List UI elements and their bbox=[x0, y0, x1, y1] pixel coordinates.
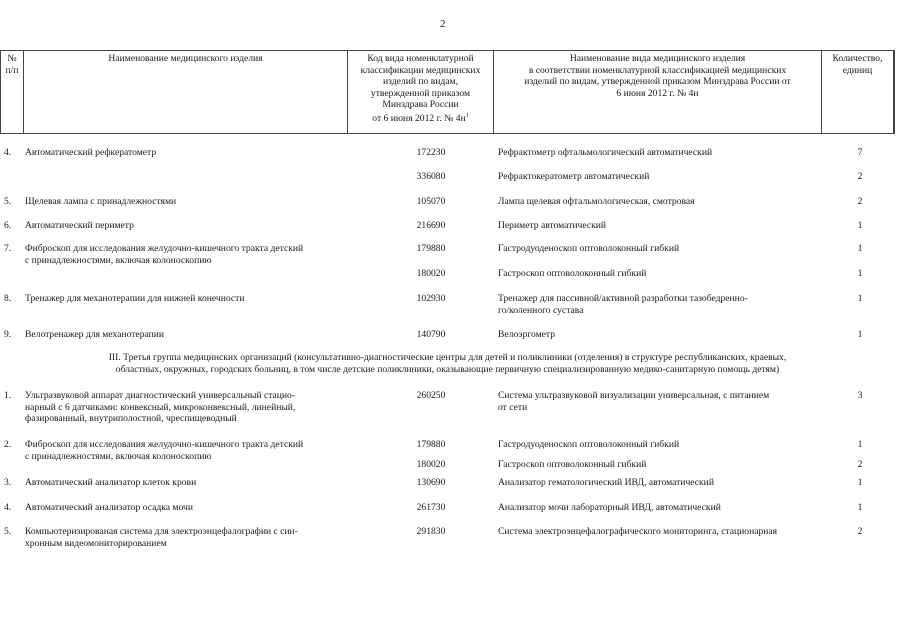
row-qty: 3 bbox=[857, 390, 863, 401]
row-code: 180020 bbox=[416, 268, 446, 279]
row-kind: Рефрактометр офтальмологический автоматический bbox=[498, 147, 713, 158]
row-qty: 1 bbox=[857, 439, 863, 450]
row-num: 2. bbox=[4, 439, 12, 450]
row-kind: Гастроскоп оптоволоконный гибкий bbox=[498, 268, 647, 279]
row-kind: Рефрактокератометр автоматический bbox=[498, 171, 650, 182]
row-code: 130690 bbox=[416, 477, 446, 488]
row-kind: Анализатор гематологический ИВД, автоматический bbox=[498, 477, 714, 488]
row-code: 179880 bbox=[416, 243, 446, 254]
row-qty: 1 bbox=[857, 477, 863, 488]
row-kind: Гастродуоденоскоп оптоволоконный гибкий bbox=[498, 243, 680, 254]
row-name: Автоматический анализатор клеток крови bbox=[25, 477, 197, 488]
row-code: 180020 bbox=[416, 459, 446, 470]
row-code: 291830 bbox=[416, 526, 446, 537]
row-kind: Тренажер для пассивной/активной разработки тазобедренно- го/коленного сустава bbox=[498, 293, 748, 316]
row-kind: Гастродуоденоскоп оптоволоконный гибкий bbox=[498, 439, 680, 450]
row-kind: Гастроскоп оптоволоконный гибкий bbox=[498, 459, 647, 470]
row-code: 172230 bbox=[416, 147, 446, 158]
row-qty: 1 bbox=[857, 243, 863, 254]
section-title: III. Третья группа медицинских организаций (консультативно-диагностические центры для детей и поликлиники (отделения) в структуре республиканских, краевых, областных, окружных, городских больниц, в том числе детские поликлиники, оказывающие первичную специализированную медико-санитарную помощь детям) bbox=[108, 352, 787, 375]
row-num: 5. bbox=[4, 526, 12, 537]
row-name: Тренажер для механотерапии для нижней конечности bbox=[25, 293, 245, 304]
row-qty: 2 bbox=[857, 196, 863, 207]
row-num: 4. bbox=[4, 502, 12, 513]
row-code: 260250 bbox=[416, 390, 446, 401]
row-code: 102930 bbox=[416, 293, 446, 304]
row-num: 4. bbox=[4, 147, 12, 158]
header-code-text: Код вида номенклатурной классификации медицинских изделий по видам, утвержденной приказом Минздрава России от 6 июня 2012 г. № 4н bbox=[360, 53, 481, 124]
row-code: 336080 bbox=[416, 171, 446, 182]
row-qty: 1 bbox=[857, 293, 863, 304]
row-name: Автоматический анализатор осадка мочи bbox=[25, 502, 193, 513]
row-qty: 1 bbox=[857, 329, 863, 340]
row-num: 9. bbox=[4, 329, 12, 340]
row-name: Автоматический периметр bbox=[25, 220, 134, 231]
header-code-sup: 1 bbox=[465, 112, 469, 119]
row-name: Автоматический рефкератометр bbox=[25, 147, 157, 158]
row-qty: 1 bbox=[857, 268, 863, 279]
table-header bbox=[0, 50, 895, 134]
header-kind: Наименование вида медицинского изделия в соответствии номенклатурной классификацией медицинских изделий по видам, утвержденной приказом Минздрава России от 6 июня 2012 г. № 4н bbox=[494, 51, 822, 133]
header-num: № п/п bbox=[0, 51, 24, 133]
header-name: Наименование медицинского изделия bbox=[24, 51, 348, 133]
row-qty: 2 bbox=[857, 459, 863, 470]
row-num: 6. bbox=[4, 220, 12, 231]
row-num: 8. bbox=[4, 293, 12, 304]
row-name: Велотренажер для механотерапии bbox=[25, 329, 165, 340]
row-num: 5. bbox=[4, 196, 12, 207]
row-name: Щелевая лампа с принадлежностями bbox=[25, 196, 177, 207]
row-kind: Система электроэнцефалографического мониторинга, стационарная bbox=[498, 526, 778, 537]
row-code: 105070 bbox=[416, 196, 446, 207]
row-num: 7. bbox=[4, 243, 12, 254]
row-name: Ультразвуковой аппарат диагностический универсальный стацио- нарный с 6 датчиками: конвексный, микроконвексный, линейный, фазированный, внутриполостной, чреспищеводный bbox=[25, 390, 296, 424]
row-code: 216690 bbox=[416, 220, 446, 231]
row-kind: Анализатор мочи лабораторный ИВД, автоматический bbox=[498, 502, 721, 513]
row-qty: 7 bbox=[857, 147, 863, 158]
row-kind: Периметр автоматический bbox=[498, 220, 607, 231]
row-qty: 2 bbox=[857, 526, 863, 537]
row-kind: Лампа щелевая офтальмологическая, смотровая bbox=[498, 196, 695, 207]
row-num: 3. bbox=[4, 477, 12, 488]
header-qty: Количество, единиц bbox=[822, 51, 894, 133]
row-qty: 1 bbox=[857, 220, 863, 231]
row-kind: Велоэргометр bbox=[498, 329, 556, 340]
row-qty: 2 bbox=[857, 171, 863, 182]
row-name: Фиброскоп для исследования желудочно-кишечного тракта детский с принадлежностями, включая колоноскопию bbox=[25, 439, 304, 462]
page-number: 2 bbox=[440, 18, 446, 30]
row-code: 140790 bbox=[416, 329, 446, 340]
row-kind: Система ультразвуковой визуализации универсальная, с питанием от сети bbox=[498, 390, 770, 413]
row-code: 179880 bbox=[416, 439, 446, 450]
header-code bbox=[348, 51, 494, 133]
row-code: 261730 bbox=[416, 502, 446, 513]
row-num: 1. bbox=[4, 390, 12, 401]
row-name: Компьютеризированая система для электроэнцефалографии с син- хронным видеомониторированием bbox=[25, 526, 298, 549]
row-qty: 1 bbox=[857, 502, 863, 513]
row-name: Фиброскоп для исследования желудочно-кишечного тракта детский с принадлежностями, включая колоноскопию bbox=[25, 243, 304, 266]
